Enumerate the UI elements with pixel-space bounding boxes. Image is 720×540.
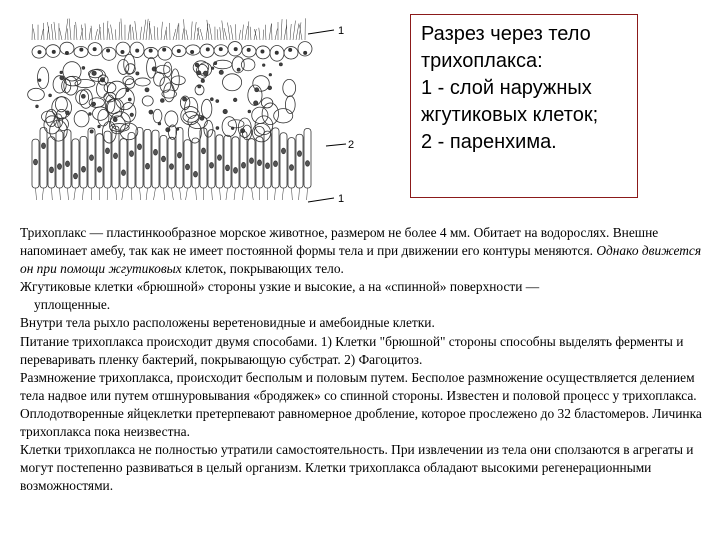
paragraph-flagellar-cells-cont: уплощенные.: [34, 297, 111, 313]
caption-line: 1 - слой наружных: [421, 77, 592, 99]
label-1-top: 1: [338, 25, 345, 37]
trichoplax-section-drawing: [8, 8, 356, 208]
caption-line: Разрез через тело: [421, 23, 591, 45]
leader-line-2: [326, 144, 346, 146]
description-text: [20, 224, 710, 495]
label-2: 2: [348, 139, 355, 151]
caption-line: жгутиковых клеток;: [421, 104, 599, 126]
text-span: клеток, покрывающих тело.: [181, 261, 344, 277]
text-span: Трихоплакс — пластинкообразное морское животное, размером не более 4 мм. Обитает на водорослях. Внешне напоминает амебу, так как не имеет постоянной формы тела и при движении его контуры меняются.: [20, 225, 659, 259]
paragraph-intro: [20, 224, 710, 278]
paragraph-reproduction: Размножение трихоплакса, происходит бесполым и половым путем. Бесполое размножение осуществляется делением тела надвое или путем отшнуровывания «бродяжек» со спинной стороны. Известен и половой процесс у трихоплакса. Оплодотворенные яйцеклетки претерпевают равномерное дробление, которое прослежено до 32 бластомеров. Личинка трихоплакса пока неизвестна.: [20, 369, 702, 440]
cell-layer-illustration: [8, 8, 356, 208]
figure-caption: [410, 14, 638, 198]
text-span-italic: Однако движется он при помощи жгутиковых: [20, 243, 702, 277]
paragraph-feeding: Питание трихоплакса происходит двумя способами. 1) Клетки "брюшной" стороны способны выделять ферменты и переваривать пленку бактерий, покрывающую субстрат. 2) Фагоцитоз.: [20, 333, 684, 367]
caption-line: трихоплакса:: [421, 50, 543, 72]
label-1-bottom: 1: [338, 193, 345, 205]
paragraph-regeneration: Клетки трихоплакса не полностью утратили самостоятельность. При извлечении из тела они сползаются в агрегаты и могут постепенно развиваться в целый организм. Клетки трихоплакса обладают высокими регенерационными возможностями.: [20, 442, 694, 494]
caption-line: 2 - паренхима.: [421, 131, 557, 153]
leader-line-1-top: [308, 30, 334, 34]
leader-line-1-bottom: [308, 198, 334, 202]
paragraph-flagellar-cells: Жгутиковые клетки «брюшной» стороны узкие и высокие, а на «спинной» поверхности —: [20, 279, 540, 295]
paragraph-inner-cells: Внутри тела рыхло расположены веретеновидные и амебоидные клетки.: [20, 315, 435, 331]
